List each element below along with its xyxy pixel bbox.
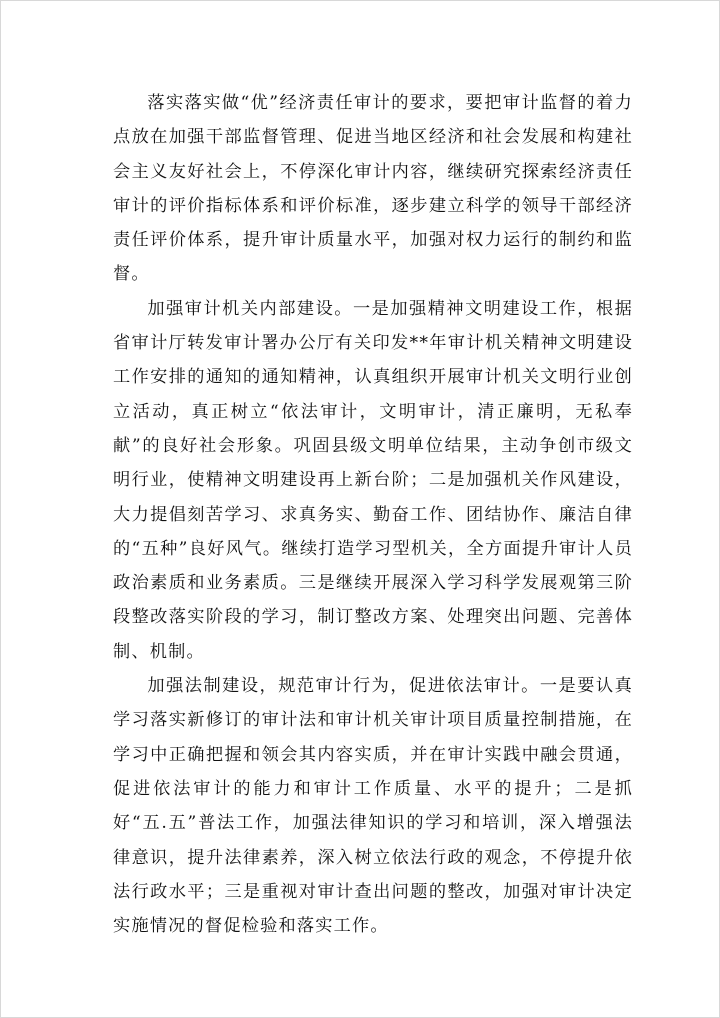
paragraph-internal-construction: 加强审计机关内部建设。一是加强精神文明建设工作，根据省审计厅转发审计署办公厅有关印发**年审计机关精神文明建设工作安排的通知的通知精神，认真组织开展审计机关文明行业创立活动，真正树立“依法审计，文明审计，清正廉明，无私奉献”的良好社会形象。巩固县级文明单位结果，主动争创市级文明行业，使精神文明建设再上新台阶；二是加强机关作风建设，大力提倡刻苦学习、求真务实、勤奋工作、团结协作、廉洁自律的“五种”良好风气。继续打造学习型机关，全方面提升审计人员政治素质和业务素质。三是继续开展深入学习科学发展观第三阶段整改落实阶段的学习，制订整改方案、处理突出问题、完善体制、机制。 (113, 298, 633, 662)
paragraph-legal-construction: 加强法制建设，规范审计行为，促进依法审计。一是要认真学习落实新修订的审计法和审计机关审计项目质量控制措施，在学习中正确把握和领会其内容实质，并在审计实践中融会贯通，促进依法审计的能力和审计工作质量、水平的提升；二是抓好“五.五”普法工作，加强法律知识的学习和培训，深入增强法律意识，提升法律素养，深入树立依法行政的观念，不停提升依法行政水平；三是重视对审计查出问题的整改，加强对审计决定实施情况的督促检验和落实工作。 (113, 676, 633, 937)
document-body (113, 86, 633, 943)
paragraph-audit-responsibility: 落实落实做“优”经济责任审计的要求，要把审计监督的着力点放在加强干部监督管理、促进当地区经济和社会发展和构建社会主义友好社会上，不停深化审计内容，继续研究探索经济责任审计的评价指标体系和评价标准，逐步建立科学的领导干部经济责任评价体系，提升审计质量水平，加强对权力运行的制约和监督。 (113, 93, 633, 285)
